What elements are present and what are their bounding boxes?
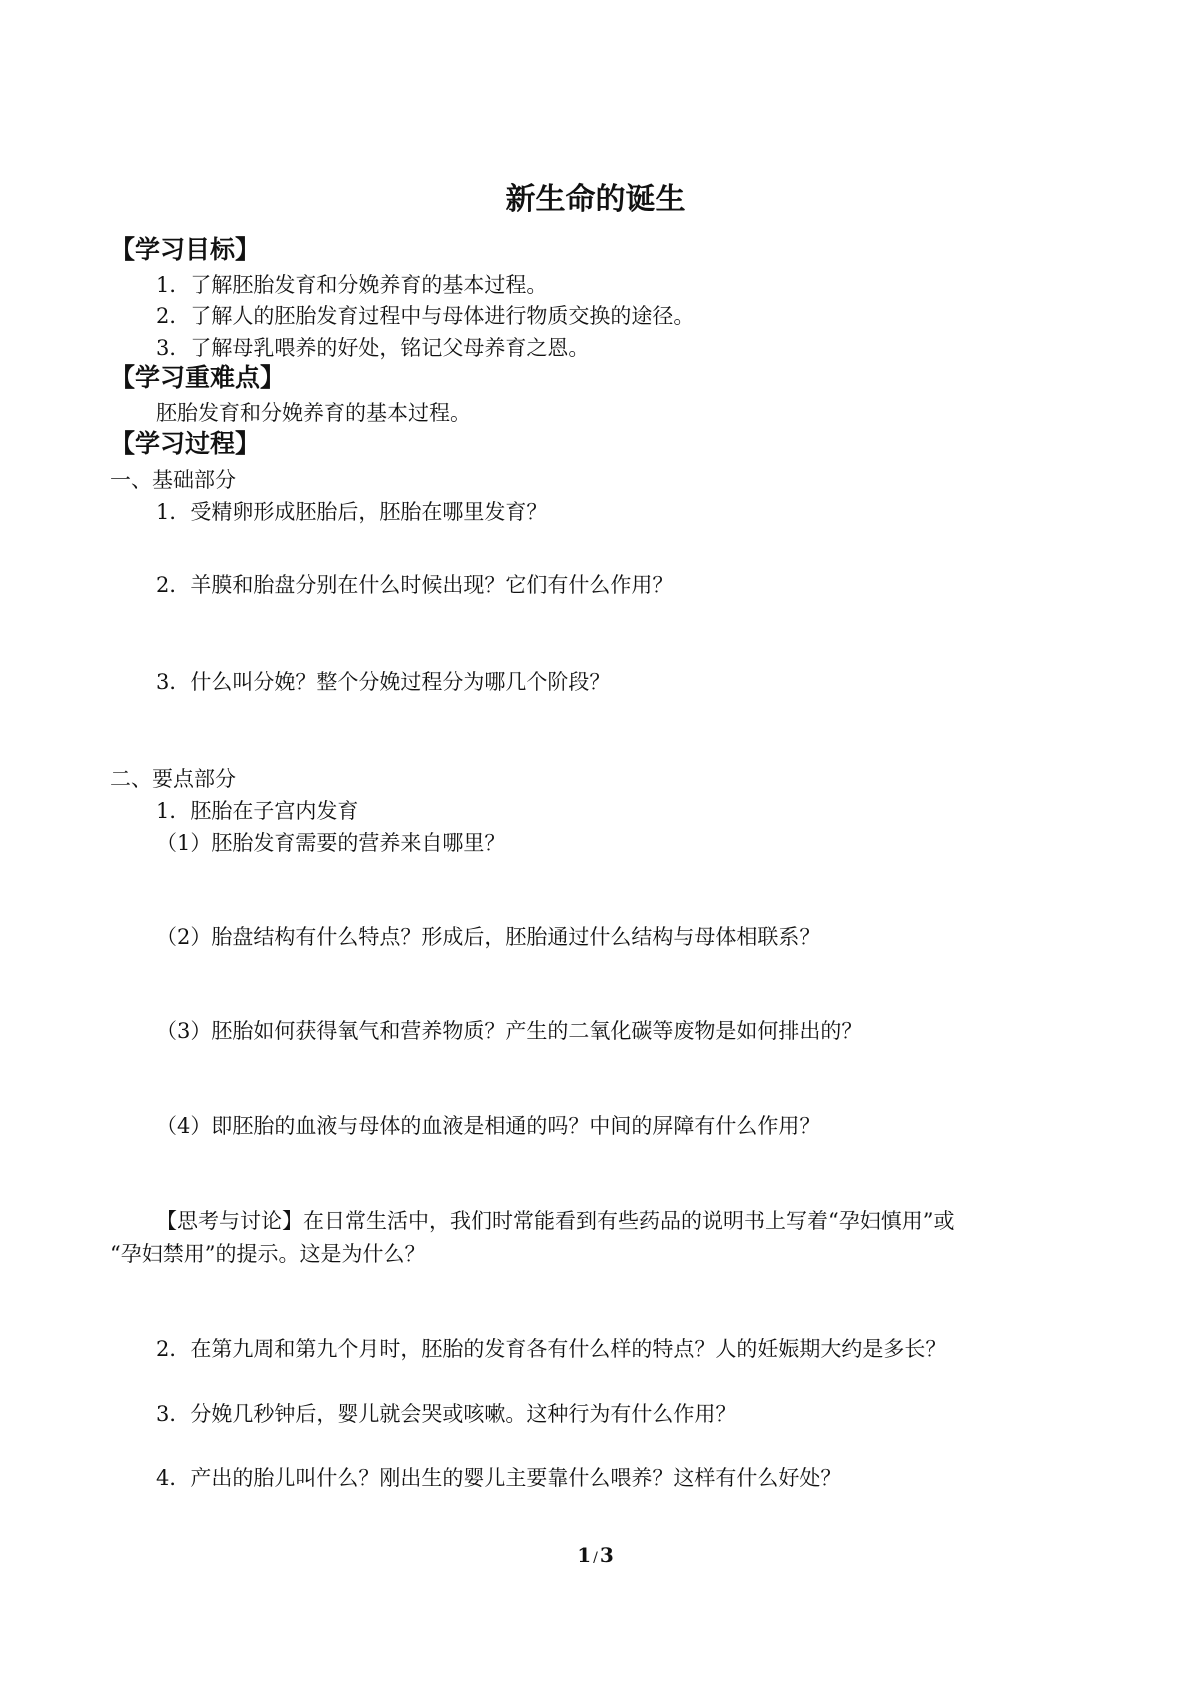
- goals-heading: 【学习目标】: [110, 235, 261, 264]
- part2-item-4: 4．产出的胎儿叫什么？刚出生的婴儿主要靠什么喂养？这样有什么好处？: [156, 1466, 842, 1490]
- goal-item-1: 1．了解胚胎发育和分娩养育的基本过程。: [156, 273, 548, 297]
- page-separator: /: [593, 1550, 598, 1566]
- goal-item-3: 3．了解母乳喂养的好处，铭记父母养育之恩。: [156, 336, 590, 360]
- part1-question-2: 2．羊膜和胎盘分别在什么时候出现？它们有什么作用？: [156, 573, 674, 597]
- page-number: [0, 1543, 1191, 1567]
- process-heading: 【学习过程】: [110, 429, 261, 458]
- part2-item-3: 3．分娩几秒钟后，婴儿就会哭或咳嗽。这种行为有什么作用？: [156, 1402, 737, 1426]
- key-points-text: 胚胎发育和分娩养育的基本过程。: [156, 401, 471, 425]
- current-page: 1: [577, 1543, 592, 1567]
- part1-question-1: 1．受精卵形成胚胎后，胚胎在哪里发育？: [156, 500, 548, 524]
- part2-item-2: 2．在第九周和第九个月时，胚胎的发育各有什么样的特点？人的妊娠期大约是多长？: [156, 1337, 947, 1361]
- part2-sub-4: （4）即胚胎的血液与母体的血液是相通的吗？中间的屏障有什么作用？: [156, 1114, 821, 1138]
- page-title: 新生命的诞生: [505, 182, 686, 217]
- part2-sub-2: （2）胎盘结构有什么特点？形成后，胚胎通过什么结构与母体相联系？: [156, 925, 821, 949]
- total-pages: 3: [599, 1543, 614, 1567]
- discussion-line-2: “孕妇禁用”的提示。这是为什么？: [110, 1242, 426, 1266]
- goal-item-2: 2．了解人的胚胎发育过程中与母体进行物质交换的途径。: [156, 304, 695, 328]
- part2-heading: 二、要点部分: [110, 767, 236, 791]
- part2-item-1: 1．胚胎在子宫内发育: [156, 799, 359, 823]
- part1-heading: 一、基础部分: [110, 468, 236, 492]
- part2-sub-1: （1）胚胎发育需要的营养来自哪里？: [156, 831, 506, 855]
- discussion-line-1: 【思考与讨论】在日常生活中，我们时常能看到有些药品的说明书上写着“孕妇慎用”或: [156, 1209, 955, 1233]
- part1-question-3: 3．什么叫分娩？整个分娩过程分为哪几个阶段？: [156, 670, 611, 694]
- part2-sub-3: （3）胚胎如何获得氧气和营养物质？产生的二氧化碳等废物是如何排出的？: [156, 1019, 863, 1043]
- key-points-heading: 【学习重难点】: [110, 363, 286, 392]
